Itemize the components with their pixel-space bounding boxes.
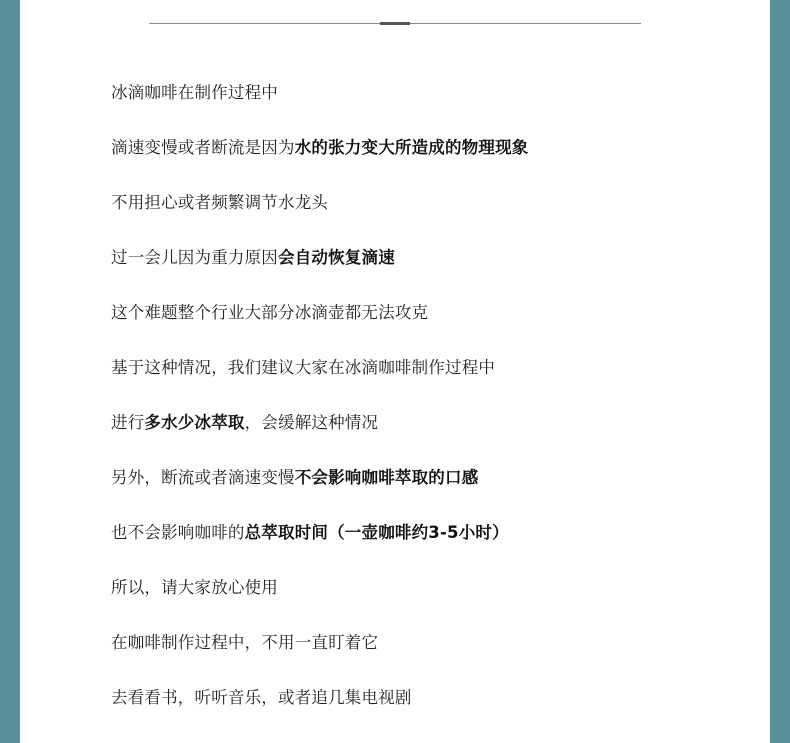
text-line: [111, 303, 428, 323]
text-line: [111, 358, 495, 378]
text-segment: 另外，断流或者滴速变慢: [111, 468, 295, 487]
bold-segment: 总萃取时间（一壶咖啡约3-5小时）: [244, 523, 509, 542]
text-segment: 不用担心或者频繁调节水龙头: [111, 193, 329, 212]
text-segment: 滴速变慢或者断流是因为: [111, 138, 295, 157]
text-segment: 去看看书，听听音乐，或者追几集电视剧: [111, 688, 412, 707]
text-segment: 冰滴咖啡在制作过程中: [111, 83, 278, 102]
text-segment: 也不会影响咖啡的: [111, 523, 245, 542]
text-segment: 在咖啡制作过程中，不用一直盯着它: [111, 633, 379, 652]
bold-segment: 水的张力变大所造成的物理现象: [294, 138, 529, 157]
text-segment: 这个难题整个行业大部分冰滴壶都无法攻克: [111, 303, 429, 322]
text-segment: 过一会儿因为重力原因: [111, 248, 278, 267]
text-line: [111, 248, 395, 268]
text-line: [111, 688, 412, 708]
text-segment: 所以，请大家放心使用: [111, 578, 278, 597]
text-line: [111, 413, 378, 433]
divider-accent: [380, 22, 410, 25]
text-line: [111, 138, 529, 158]
text-line: [111, 523, 509, 543]
text-line: [111, 468, 478, 488]
bold-segment: 不会影响咖啡萃取的口感: [294, 468, 479, 487]
text-segment: ，会缓解这种情况: [244, 413, 379, 432]
text-segment: 基于这种情况，我们建议大家在冰滴咖啡制作过程中: [111, 358, 496, 377]
bold-segment: 多水少冰萃取: [144, 413, 245, 432]
article-panel: [20, 0, 770, 743]
text-line: [111, 578, 278, 598]
text-line: [111, 633, 378, 653]
text-line: [111, 83, 278, 103]
text-segment: 进行: [111, 413, 145, 432]
bold-segment: 会自动恢复滴速: [278, 248, 395, 267]
text-line: [111, 193, 328, 213]
